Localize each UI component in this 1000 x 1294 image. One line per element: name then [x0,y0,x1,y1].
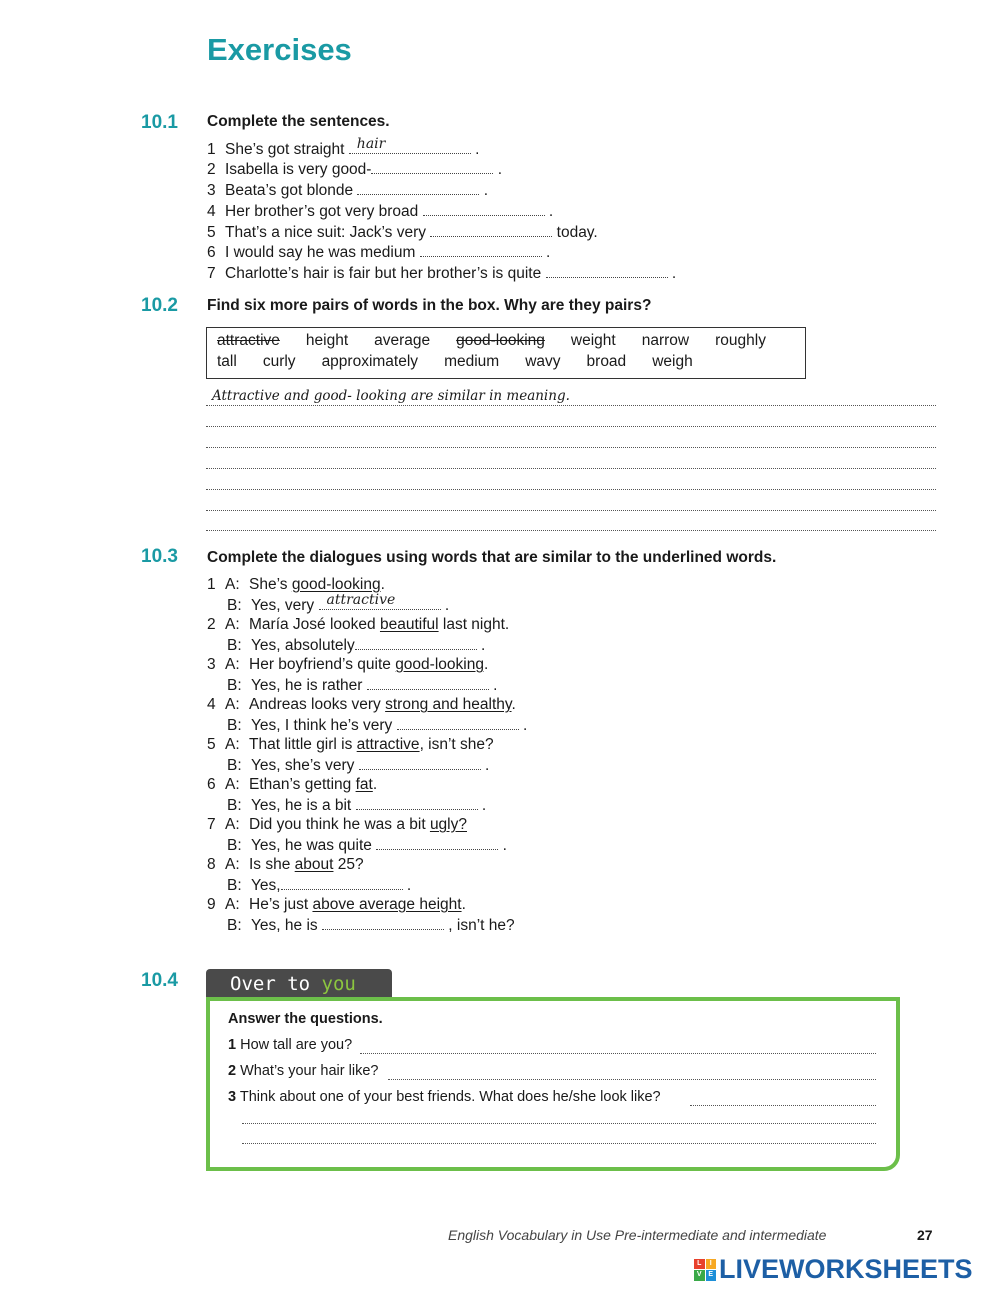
answer-line[interactable] [206,489,936,490]
answer-blank[interactable] [319,592,441,610]
handwritten-answer: hair [356,136,386,152]
line-text: Yes, he is rather [251,677,363,694]
speaker-b: B: [227,597,242,614]
sentence-end: . [671,265,677,282]
line-text: Her boyfriend’s quite [249,656,396,673]
line-text: Yes, he was quite [251,837,372,854]
underlined-word: strong and healthy [385,696,512,713]
item-number: 1 [207,141,216,158]
dialogue-line-b [207,715,527,735]
exercise-number-10-4: 10.4 [141,970,178,991]
answer-line[interactable] [360,1053,876,1054]
line-text: , isn’t she? [419,736,494,753]
dialogue-line-b [207,795,527,815]
box-instruction: Answer the questions. [228,1011,383,1027]
logo-letter: L [694,1259,705,1270]
tab-you: you [321,973,356,995]
word-box [206,327,806,379]
sentence-text: She’s got straight [225,141,345,158]
line-text: . [511,696,516,713]
item-number: 6 [207,776,216,793]
line-text: 25? [333,856,364,873]
underlined-word: ugly? [429,816,467,833]
item-number: 8 [207,856,216,873]
line-text: Yes, very [251,597,315,614]
question-text: Think about one of your best friends. What does he/she look like? [239,1089,661,1105]
line-text: Yes, I think he’s very [251,717,393,734]
answer-blank[interactable] [371,159,493,174]
item-number: 4 [207,696,216,713]
answer-blank[interactable] [281,875,403,890]
answer-blank[interactable] [356,795,478,810]
word-row-1 [217,332,792,350]
answer-blank[interactable] [430,222,552,237]
speaker-a: A: [225,856,240,873]
item-number: 2 [207,161,216,178]
answer-line[interactable] [242,1123,876,1124]
underlined-word: good-looking [291,576,381,593]
speaker-a: A: [225,816,240,833]
dialogue-line-b [207,835,527,855]
sentence-text: Beata’s got blonde [225,182,354,199]
speaker-b: B: [227,637,242,654]
speaker-b: B: [227,677,242,694]
sentence-text: Isabella is very good- [225,161,372,178]
line-text: . [502,837,507,854]
sentence-end: . [475,141,480,158]
speaker-b: B: [227,797,242,814]
speaker-a: A: [225,896,240,913]
underlined-word: above average height [312,896,462,913]
item-number: 3 [207,656,216,673]
word[interactable]: height [305,332,349,349]
answer-line[interactable] [690,1105,876,1106]
answer-blank[interactable] [357,180,479,195]
speaker-a: A: [225,616,240,633]
sentence-end: . [497,161,503,178]
item-number: 5 [207,736,216,753]
word-crossed: good-looking [456,332,545,349]
line-text: . [485,757,490,774]
question-text: What’s your hair like? [240,1063,379,1079]
word[interactable]: medium [444,353,500,370]
line-text: Yes, she’s very [251,757,355,774]
word[interactable]: wavy [525,353,561,370]
sentence-text: That’s a nice suit: Jack’s very [225,224,427,241]
answer-blank[interactable] [420,242,542,257]
word[interactable]: roughly [715,332,766,349]
line-text: Is she [249,856,295,873]
line-text: Yes, [251,877,281,894]
item-number: 5 [207,224,216,241]
page-title: Exercises [207,32,352,67]
answer-line[interactable] [242,1143,876,1144]
answer-blank[interactable] [546,263,668,278]
over-to-you-tab [206,969,392,999]
sentence-item [207,201,553,221]
item-number: 6 [207,244,216,261]
answer-line[interactable] [206,426,936,427]
question-number: 3 [228,1089,237,1105]
line-text: . [372,776,378,793]
exercise-instruction-10-3: Complete the dialogues using words that are similar to the underlined words. [207,549,777,566]
word-crossed: attractive [217,332,280,349]
dialogue-line-a [207,895,527,915]
exercise-number-10-3: 10.3 [141,546,178,567]
underlined-word: beautiful [379,616,439,633]
dialogue-line-b [207,675,527,695]
sentence-item [207,242,550,262]
dialogue-line-a [207,695,527,715]
handwritten-answer: attractive [326,592,396,608]
speaker-a: A: [225,656,240,673]
underlined-word: fat [355,776,373,793]
over-to-you-box [206,997,900,1171]
line-text: . [483,656,489,673]
line-text: . [481,637,486,654]
question-number: 1 [228,1037,237,1053]
item-number: 3 [207,182,216,199]
answer-blank[interactable] [423,201,545,216]
sentence-text: I would say he was medium [225,244,416,261]
tab-over: Over to [230,973,311,995]
speaker-a: A: [225,576,240,593]
brand-name: LIVEWORKSHEETS [719,1254,973,1284]
exercise-instruction-10-1: Complete the sentences. [207,113,390,130]
dialogue-line-b [207,875,527,895]
underlined-word: good-looking [395,656,484,673]
line-text: Did you think he was a bit [249,816,430,833]
example-answer: Attractive and good- looking are similar in meaning. [212,388,570,404]
line-text: Yes, he is [251,917,318,934]
word-row-2 [217,353,719,371]
answer-blank[interactable] [322,915,444,930]
sentence-item [207,180,488,200]
underlined-word: attractive [356,736,420,753]
sentence-item [207,222,598,242]
sentence-text: Her brother’s got very broad [225,203,419,220]
book-title: English Vocabulary in Use Pre-intermediate and intermediate [448,1227,827,1243]
line-text: . [493,677,498,694]
question-1 [228,1037,352,1053]
exercise-number-10-1: 10.1 [141,112,178,133]
tab-title [230,973,356,995]
item-number: 4 [207,203,216,220]
speaker-b: B: [227,757,242,774]
word[interactable]: narrow [641,332,690,349]
dialogue-line-b [207,592,527,615]
logo-letter: I [706,1259,717,1270]
line-text: . [461,896,466,913]
sentence-item [207,159,502,179]
item-number: 7 [207,265,216,282]
speaker-a: A: [225,736,240,753]
word[interactable]: broad [586,353,627,370]
sentence-end: . [546,244,551,261]
page-number: 27 [917,1227,933,1243]
question-2 [228,1063,378,1079]
item-number: 2 [207,616,216,633]
dialogue-line-a [207,775,527,795]
speaker-b: B: [227,717,242,734]
line-text: He’s just [249,896,313,913]
line-text: . [444,597,450,614]
dialogue-line-a [207,855,527,875]
item-number: 1 [207,576,216,593]
answer-line[interactable] [206,405,936,406]
logo-letter: E [706,1270,717,1281]
word[interactable]: weight [570,332,616,349]
sentence-end: . [483,182,489,199]
line-text: María José looked [249,616,380,633]
dialogue-line-a [207,815,527,835]
answer-blank[interactable] [349,136,471,154]
sentence-item [207,136,480,159]
line-text: . [406,877,412,894]
speaker-b: B: [227,877,242,894]
logo-letter: V [694,1270,705,1281]
dialogue-line-b [207,755,527,775]
dialogue-line-b [207,635,527,655]
word[interactable]: average [374,332,431,349]
dialogue-line-b [207,915,527,935]
line-text: . [380,576,385,593]
word[interactable]: weigh [652,353,693,370]
speaker-a: A: [225,776,240,793]
exercise-instruction-10-2: Find six more pairs of words in the box. Why are they pairs? [207,297,652,314]
line-text: . [481,797,487,814]
liveworksheets-brand [694,1254,973,1285]
answer-line[interactable] [206,510,936,511]
item-number: 9 [207,896,216,913]
answer-blank[interactable] [376,835,498,850]
dialogue-line-a [207,655,527,675]
word[interactable]: curly [262,353,296,370]
dialogue-list [207,575,527,935]
line-text: Yes, he is a bit [251,797,352,814]
dialogue-line-a [207,735,527,755]
speaker-b: B: [227,917,242,934]
line-text: Andreas looks very [249,696,386,713]
line-text: That little girl is [249,736,357,753]
line-text: Yes, absolutely [251,637,355,654]
dialogue-line-a [207,615,527,635]
answer-line[interactable] [206,447,936,448]
sentence-item [207,263,676,283]
line-text: . [522,717,528,734]
word[interactable]: approximately [321,353,419,370]
answer-blank[interactable] [359,755,481,770]
speaker-a: A: [225,696,240,713]
answer-blank[interactable] [367,675,489,690]
underlined-word: about [294,856,334,873]
line-text: She’s [249,576,292,593]
answer-line[interactable] [206,468,936,469]
sentence-end: . [548,203,554,220]
line-text: , isn’t he? [448,917,515,934]
answer-blank[interactable] [355,635,477,650]
item-number: 7 [207,816,216,833]
answer-line[interactable] [388,1079,876,1080]
answer-line[interactable] [206,530,936,531]
question-number: 2 [228,1063,237,1079]
line-text: last night. [438,616,510,633]
sentence-end: today. [556,224,598,241]
liveworksheets-logo-icon [694,1259,716,1281]
question-3 [228,1089,661,1105]
sentence-text: Charlotte’s hair is fair but her brother’s is quite [225,265,542,282]
speaker-b: B: [227,837,242,854]
line-text: Ethan’s getting [249,776,356,793]
word[interactable]: tall [217,353,237,370]
question-text: How tall are you? [240,1037,353,1053]
answer-blank[interactable] [397,715,519,730]
exercise-number-10-2: 10.2 [141,295,178,316]
